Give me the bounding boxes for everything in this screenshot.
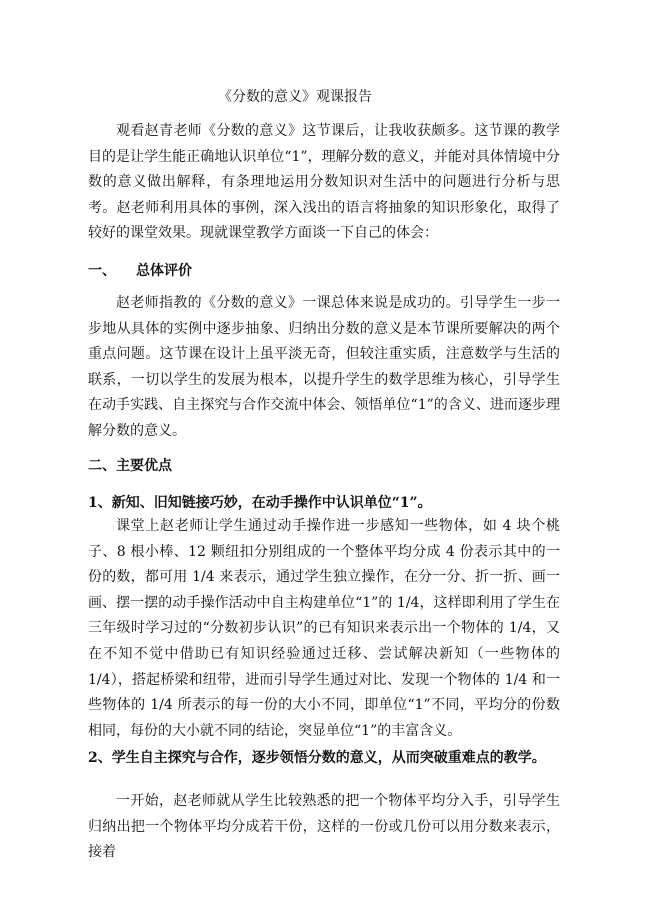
point-2-heading: 2、学生自主探究与合作，逐步领悟分数的意义，从而突破重难点的教学。	[88, 750, 546, 766]
section-2-heading: 二、主要优点	[88, 458, 172, 474]
point-2-paragraph: 一开始，赵老师就从学生比较熟悉的把一个物体平均分入手，引导学生归纳出把一个物体平均分成若干份，这样的一份或几份可以用分数来表示，接着	[88, 793, 560, 861]
document-title: 《分数的意义》观课报告	[218, 89, 372, 105]
section-1-paragraph: 赵老师指教的《分数的意义》一课总体来说是成功的。引导学生一步一步地从具体的实例中逐步抽象、归纳出分数的意义是本节课所要解决的两个重点问题。这节课在设计上虽平淡无奇，但较注重实质，注意数学与生活的联系，一切以学生的发展为根本，以提升学生的数学思维为核心，引导学生在动手实践、自主探究与合作交流中体会、领悟单位“1”的含义、进而逐步理解分数的意义。	[88, 295, 560, 439]
point-1-heading: 1、新知、旧知链接巧妙，在动手操作中认识单位“1”。	[88, 495, 432, 511]
section-1-number: 一、	[88, 263, 116, 279]
intro-paragraph: 观看赵青老师《分数的意义》这节课后，让我收获颇多。这节课的教学目的是让学生能正确地认识单位“1”，理解分数的意义，并能对具体情境中分数的意义做出解释，有条理地运用分数知识对生活中的问题进行分析与思考。赵老师利用具体的事例，深入浅出的语言将抽象的知识形象化，取得了较好的课堂效果。现就课堂教学方面谈一下自己的体会：	[88, 123, 560, 242]
section-1-heading	[88, 261, 560, 281]
point-1-paragraph: 课堂上赵老师让学生通过动手操作进一步感知一些物体，如 4 块个桃子、8 根小棒、12 颗纽扣分别组成的一个整体平均分成 4 份表示其中的一份的数，都可用 1/4 来表示，通过学生独立操作，在分一分、折一折、画一画、摆一摆的动手操作活动中自主构建单位“1”的 1/4，这样即利用了学生在三年级时学习过的“分数初步认识”的已有知识来表示出一个物体的 1/4，又在不知不觉中借助已有知识经验通过迁移、尝试解决新知（一些物体的 1/4），搭起桥梁和纽带，进而引导学生通过对比、发现一个物体的 1/4 和一些物体的 1/4 所表示的每一份的大小不同，即单位“1”不同，平均分的份数相同，每份的大小就不同的结论，突显单位“1”的丰富含义。	[88, 518, 560, 739]
section-1-title: 总体评价	[136, 263, 192, 279]
